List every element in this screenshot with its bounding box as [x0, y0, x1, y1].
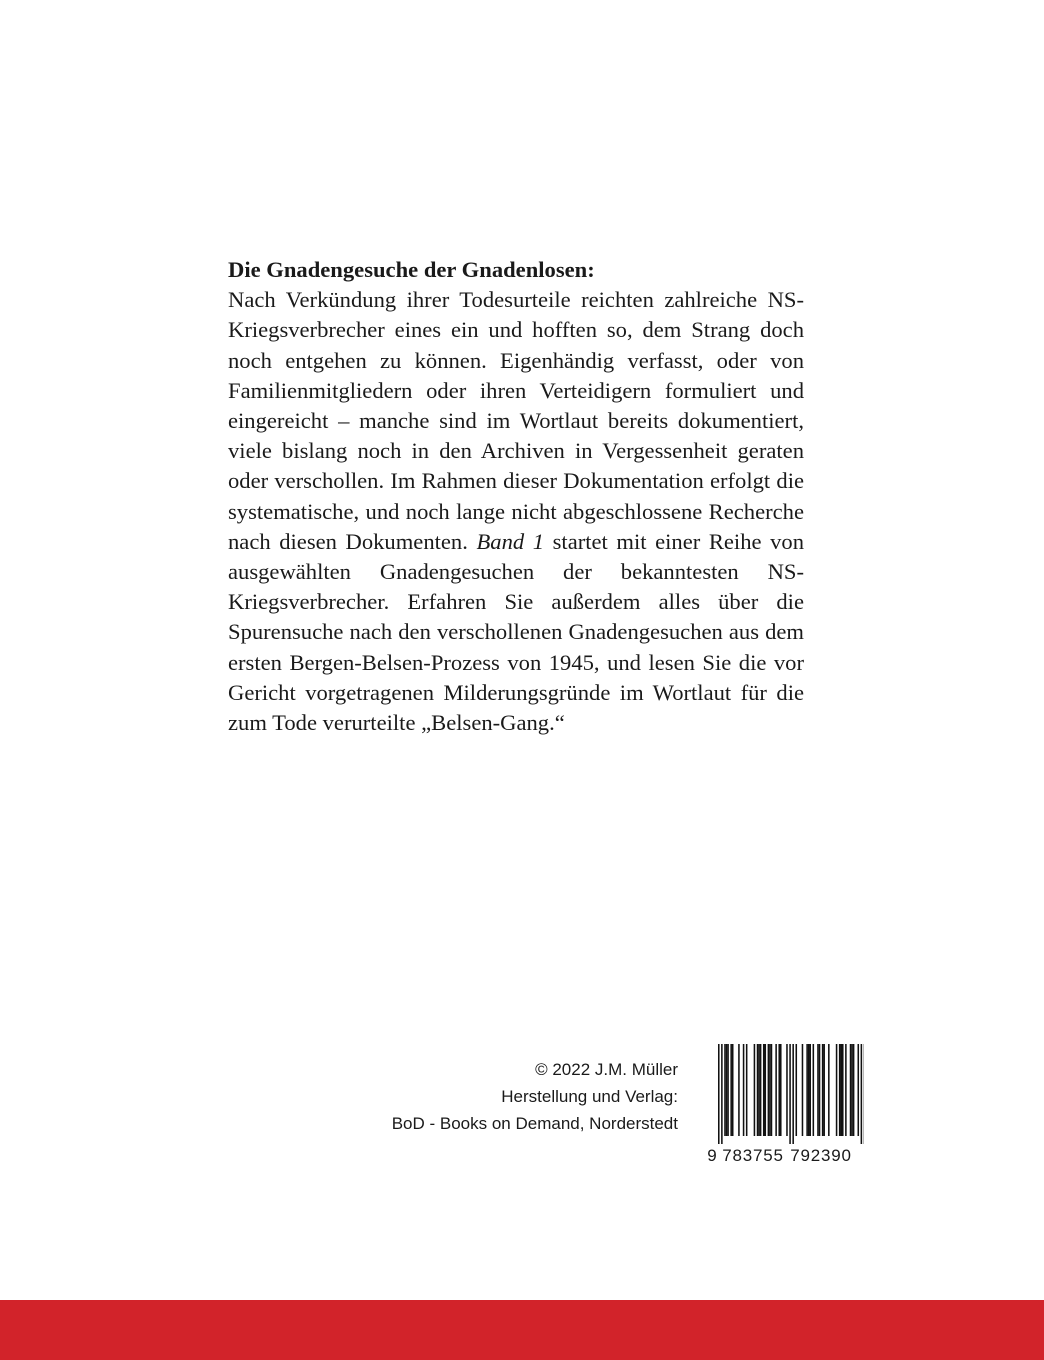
barcode-bar [757, 1044, 759, 1136]
bottom-color-band [0, 1300, 1044, 1360]
barcode-bar [813, 1044, 815, 1136]
barcode-bar [765, 1044, 767, 1136]
barcode-bar [817, 1044, 819, 1136]
barcode-bar [754, 1044, 756, 1136]
barcode-digits-left: 783755 [722, 1146, 784, 1164]
publisher-label: Herstellung und Verlag: [501, 1087, 678, 1106]
barcode-bar [769, 1044, 771, 1136]
barcode-bar [836, 1044, 838, 1136]
barcode-bar [806, 1044, 808, 1136]
blurb-volume-title: Band 1 [476, 528, 545, 554]
barcode-bar [718, 1044, 720, 1144]
barcode-bar [819, 1044, 821, 1136]
imprint [392, 1056, 678, 1137]
barcode-bar [727, 1044, 729, 1136]
barcode-digits-right: 792390 [790, 1146, 852, 1164]
barcode-bar [771, 1044, 773, 1136]
barcode-bar [853, 1044, 855, 1136]
barcode-bar [828, 1044, 830, 1136]
barcode-bar [738, 1044, 740, 1136]
back-cover-blurb [228, 255, 804, 738]
publisher-name: BoD - Books on Demand, Norderstedt [391, 1114, 678, 1133]
barcode-bar [839, 1044, 841, 1136]
barcode-bar [721, 1044, 723, 1144]
barcode-bar [758, 1044, 760, 1136]
barcode-bar [840, 1044, 842, 1136]
blurb-text [228, 285, 804, 738]
barcode-bar [823, 1044, 825, 1136]
barcode-bar [746, 1044, 748, 1136]
barcode-bar [861, 1044, 863, 1144]
barcode-bar [858, 1044, 860, 1136]
blurb-text-part-1: Nach Verkündung ihrer Todesurteile reichten zahlreiche NS-Kriegsverbrecher eines ein und hofften so, dem Strang doch noch entgehen zu können. Eigenhändig verfasst, oder von Familienmitgliedern oder ihren Verteidigern formuliert und eingereicht – manche sind im Wortlaut bereits dokumentiert, viele bislang noch in den Archiven in Vergessenheit geraten oder verschollen. Im Rahmen dieser Dokumentation erfolgt die systematische, und noch lange nicht abgeschlossene Recherche nach diesen Dokumenten. [228, 287, 804, 554]
barcode-bar [789, 1044, 791, 1144]
barcode-bar [775, 1044, 777, 1136]
barcode-bar [724, 1044, 726, 1136]
barcode-bar [842, 1044, 844, 1136]
barcode-bar [796, 1044, 798, 1136]
barcode-bar [726, 1044, 728, 1136]
isbn-barcode [704, 1042, 864, 1164]
barcode-bar [763, 1044, 765, 1136]
barcode-bar [786, 1044, 788, 1136]
barcode-bar [760, 1044, 762, 1136]
barcode-bar [780, 1044, 782, 1136]
barcode-bar [851, 1044, 853, 1136]
barcode-bar [768, 1044, 770, 1136]
blurb-heading: Die Gnadengesuche der Gnadenlosen: [228, 257, 595, 282]
copyright-line: © 2022 J.M. Müller [535, 1060, 678, 1079]
barcode-bar [732, 1044, 734, 1136]
barcode-graphic [704, 1042, 864, 1164]
barcode-bar [845, 1044, 847, 1136]
barcode-bar [792, 1044, 794, 1144]
barcode-bar [802, 1044, 804, 1136]
barcode-bar [808, 1044, 810, 1136]
barcode-digit-first: 9 [707, 1146, 717, 1164]
barcode-bar [850, 1044, 852, 1136]
barcode-bar [778, 1044, 780, 1136]
barcode-bar [822, 1044, 824, 1136]
barcode-bar [809, 1044, 811, 1136]
barcode-bar [743, 1044, 745, 1136]
blurb-text-part-2: startet mit einer Reihe von ausgewählten Gnadengesuchen der bekanntesten NS-Kriegsverbrecher. Erfahren Sie außerdem alles über die Spurensuche nach den verschollenen Gnadengesuchen aus dem ersten Bergen-Belsen-Prozess von 1945, und lesen Sie die vor Gericht vorgetragenen Milderungsgründe im Wortlaut für die zum Tode verurteilte „Belsen-Gang.“ [228, 528, 805, 736]
barcode-bar [730, 1044, 732, 1136]
